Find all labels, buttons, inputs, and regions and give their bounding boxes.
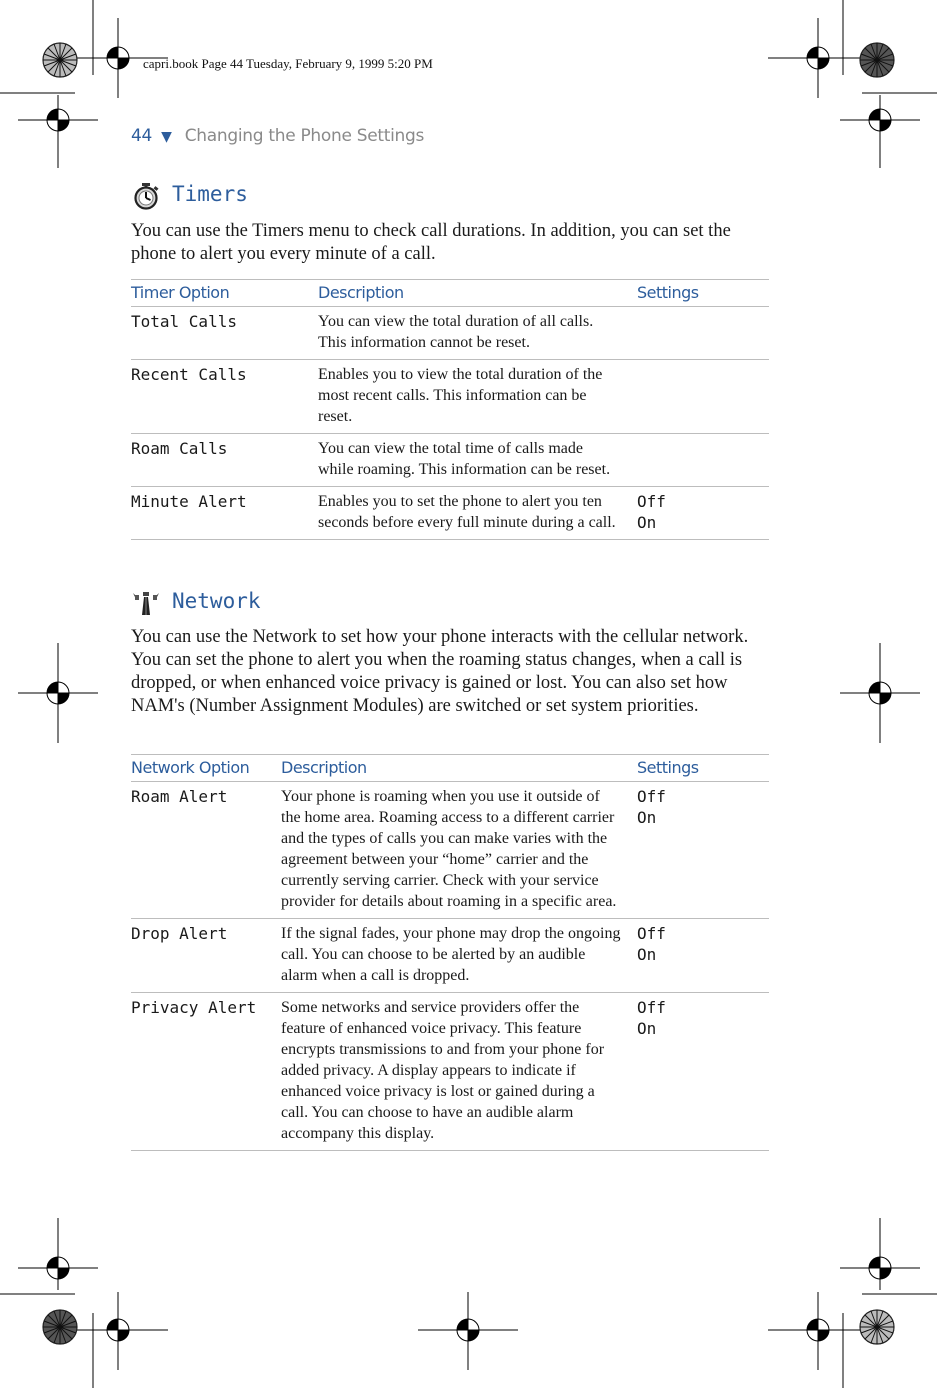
table-header-row [131,755,769,782]
setting-value: On [637,808,657,827]
option-name: Minute Alert [131,492,247,511]
table-row [131,919,769,993]
setting-value: Off [637,492,666,511]
setting-value: Off [637,787,666,806]
option-settings [637,782,769,919]
table-row [131,782,769,919]
option-name: Recent Calls [131,365,247,384]
option-settings [637,307,769,360]
setting-value: On [637,1019,657,1038]
table-row [131,307,769,360]
antenna-icon [131,589,161,617]
setting-value: On [637,945,657,964]
option-settings [637,487,769,540]
column-header: Settings [637,283,699,302]
option-settings [637,993,769,1151]
option-description: Some networks and service providers offer the feature of enhanced voice privacy. This feature encrypts transmissions to and from your phone for added privacy. A display appears to indicate if enhanced voice privacy is lost or gained during a call. You can choose to have an audible alarm accompany this display. [281,999,605,1142]
option-description: You can view the total duration of all calls. This information cannot be reset. [318,313,594,351]
network-section-heading [131,589,161,622]
setting-value: Off [637,924,666,943]
column-header: Network Option [131,758,250,777]
print-slug: capri.book Page 44 Tuesday, February 9, 1999 5:20 PM [143,56,433,71]
table-row [131,993,769,1151]
column-header: Timer Option [131,283,230,302]
option-description: You can view the total time of calls made while roaming. This information can be reset. [318,440,611,478]
setting-value: On [637,513,657,532]
stopwatch-icon [131,182,161,210]
option-name: Drop Alert [131,924,228,943]
setting-value: Off [637,998,666,1017]
page-number: 44 [131,126,153,146]
table-row [131,434,769,487]
column-header: Settings [637,758,699,777]
running-title: Changing the Phone Settings [184,126,425,146]
running-header [131,126,424,146]
network-title: Network [172,589,261,613]
option-name: Roam Calls [131,439,228,458]
triangle-icon: ▼ [161,129,172,145]
option-description: Enables you to view the total duration of the most recent calls. This information can be reset. [318,366,603,425]
timers-section-heading [131,182,161,215]
option-settings [637,360,769,434]
column-header: Description [318,283,404,302]
option-description: Enables you to set the phone to alert you ten seconds before every full minute during a call. [318,493,616,531]
table-row [131,487,769,540]
option-name: Roam Alert [131,787,228,806]
table-row [131,360,769,434]
option-name: Privacy Alert [131,998,257,1017]
column-header: Description [281,758,367,777]
network-table [131,754,769,1151]
timers-table [131,279,769,540]
option-description: If the signal fades, your phone may drop the ongoing call. You can choose to be alerted by an audible alarm when a call is dropped. [281,925,621,984]
option-settings [637,434,769,487]
table-header-row [131,280,769,307]
option-name: Total Calls [131,312,237,331]
option-settings [637,919,769,993]
timers-intro: You can use the Timers menu to check call durations. In addition, you can set the phone to alert you every minute of a call. [131,221,731,264]
option-description: Your phone is roaming when you use it outside of the home area. Roaming access to a different carrier and the types of calls you can make varies with the agreement between your “home” carrier and the currently serving carrier. Check with your service provider for details about roaming in a specific area. [281,788,617,910]
network-intro: You can use the Network to set how your phone interacts with the cellular network. You can set the phone to alert you when the roaming status changes, when a call is dropped, or when enhanced voice privacy is gained or lost. You can also set how NAM's (Number Assignment Modules) are switched or set system priorities. [131,627,749,716]
timers-title: Timers [172,182,248,206]
